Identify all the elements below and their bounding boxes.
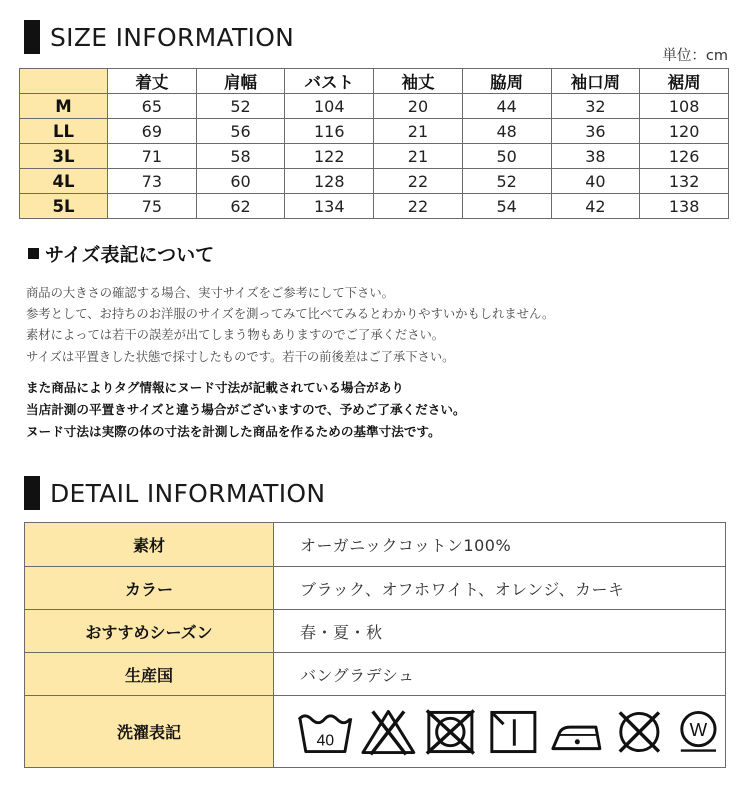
size-label: 4L [20, 169, 108, 194]
section-marker [24, 476, 40, 510]
table-cell: 54 [462, 194, 551, 219]
table-cell: 21 [374, 119, 463, 144]
table-cell: 128 [285, 169, 374, 194]
size-section-title: SIZE INFORMATION [50, 22, 295, 52]
wet-clean-icon [672, 707, 725, 757]
size-section-header [24, 20, 294, 54]
table-cell: 48 [462, 119, 551, 144]
note-line-bold: ヌード寸法は実際の体の寸法を計測した商品を作るための基準寸法です。 [26, 423, 441, 439]
detail-section-title: DETAIL INFORMATION [50, 478, 326, 508]
detail-label: 生産国 [25, 653, 274, 696]
table-cell: 38 [551, 144, 640, 169]
size-label: LL [20, 119, 108, 144]
table-cell: 116 [285, 119, 374, 144]
col-header: バスト [285, 69, 374, 94]
table-cell: 69 [108, 119, 197, 144]
iron-low-icon [547, 707, 606, 757]
detail-value: 春・夏・秋 [274, 610, 726, 653]
detail-value: バングラデシュ [274, 653, 726, 696]
table-cell: 36 [551, 119, 640, 144]
table-row [20, 119, 729, 144]
table-row [25, 523, 726, 567]
detail-section-header [24, 476, 325, 510]
square-bullet-icon [28, 248, 39, 259]
table-row [25, 610, 726, 653]
col-header: 着丈 [108, 69, 197, 94]
note-line: サイズは平置きした状態で採寸したものです。若干の前後差はご了承下さい。 [26, 349, 455, 364]
note-line: 商品の大きさの確認する場合、実寸サイズをご参考にして下さい。 [26, 286, 394, 300]
table-cell: 22 [374, 194, 463, 219]
col-header: 袖口周 [551, 69, 640, 94]
table-cell: 60 [196, 169, 285, 194]
table-cell: 52 [196, 94, 285, 119]
table-cell: 65 [108, 94, 197, 119]
table-row [20, 144, 729, 169]
nude-size-notes [26, 377, 466, 442]
note-line-bold: 当店計測の平置きサイズと違う場合がございますので、予めご了承ください。 [26, 401, 466, 417]
table-row [25, 696, 726, 768]
detail-value: オーガニックコットン100% [274, 523, 726, 567]
care-symbols [274, 707, 725, 757]
table-cell: 22 [374, 169, 463, 194]
size-label: M [20, 94, 108, 119]
table-cell: 56 [196, 119, 285, 144]
section-marker [24, 20, 40, 54]
no-tumble-dry-icon [421, 707, 480, 757]
no-dry-clean-icon [610, 707, 669, 757]
corner-cell [20, 69, 108, 94]
note-line: 参考として、お持ちのお洋服のサイズを測ってみて比べてみるとわかりやすいかもしれません。 [26, 307, 555, 322]
detail-label: 素材 [25, 523, 274, 567]
table-cell: 40 [551, 169, 640, 194]
table-cell: 62 [196, 194, 285, 219]
size-label: 3L [20, 144, 108, 169]
detail-table [24, 522, 726, 768]
size-notes-title-text: サイズ表記について [45, 244, 215, 266]
col-header: 肩幅 [196, 69, 285, 94]
note-line: 素材によっては若干の誤差が出てしまう物もありますのでご了承ください。 [26, 328, 445, 343]
size-notes [26, 283, 554, 368]
size-table-header-row [20, 69, 729, 94]
table-cell: 138 [640, 194, 729, 219]
size-table [19, 68, 729, 219]
table-cell: 20 [374, 94, 463, 119]
wash-40-icon [296, 707, 355, 757]
table-cell: 71 [108, 144, 197, 169]
no-bleach-icon [359, 707, 418, 757]
table-cell: 108 [640, 94, 729, 119]
detail-value: ブラック、オフホワイト、オレンジ、カーキ [274, 567, 726, 610]
col-header: 裾周 [640, 69, 729, 94]
table-cell: 58 [196, 144, 285, 169]
table-row [20, 94, 729, 119]
table-cell: 120 [640, 119, 729, 144]
size-notes-title [28, 240, 214, 267]
line-dry-icon [484, 707, 543, 757]
table-row [25, 653, 726, 696]
table-cell: 122 [285, 144, 374, 169]
table-row [25, 567, 726, 610]
table-cell: 21 [374, 144, 463, 169]
table-cell: 44 [462, 94, 551, 119]
unit-label: 単位：cm [662, 48, 728, 64]
table-cell: 75 [108, 194, 197, 219]
table-cell: 126 [640, 144, 729, 169]
table-cell: 132 [640, 169, 729, 194]
wet-clean-letter: W [689, 718, 708, 740]
size-label: 5L [20, 194, 108, 219]
table-cell: 50 [462, 144, 551, 169]
wash-temperature: 40 [316, 732, 335, 750]
detail-label: カラー [25, 567, 274, 610]
table-cell: 134 [285, 194, 374, 219]
detail-label: おすすめシーズン [25, 610, 274, 653]
table-row [20, 169, 729, 194]
col-header: 脇周 [462, 69, 551, 94]
detail-label: 洗濯表記 [25, 696, 274, 768]
table-cell: 73 [108, 169, 197, 194]
table-cell: 42 [551, 194, 640, 219]
col-header: 袖丈 [374, 69, 463, 94]
table-cell: 104 [285, 94, 374, 119]
table-row [20, 194, 729, 219]
table-cell: 32 [551, 94, 640, 119]
care-symbols-cell [274, 696, 726, 768]
table-cell: 52 [462, 169, 551, 194]
note-line-bold: また商品によりタグ情報にヌード寸法が記載されている場合があり [26, 380, 404, 395]
